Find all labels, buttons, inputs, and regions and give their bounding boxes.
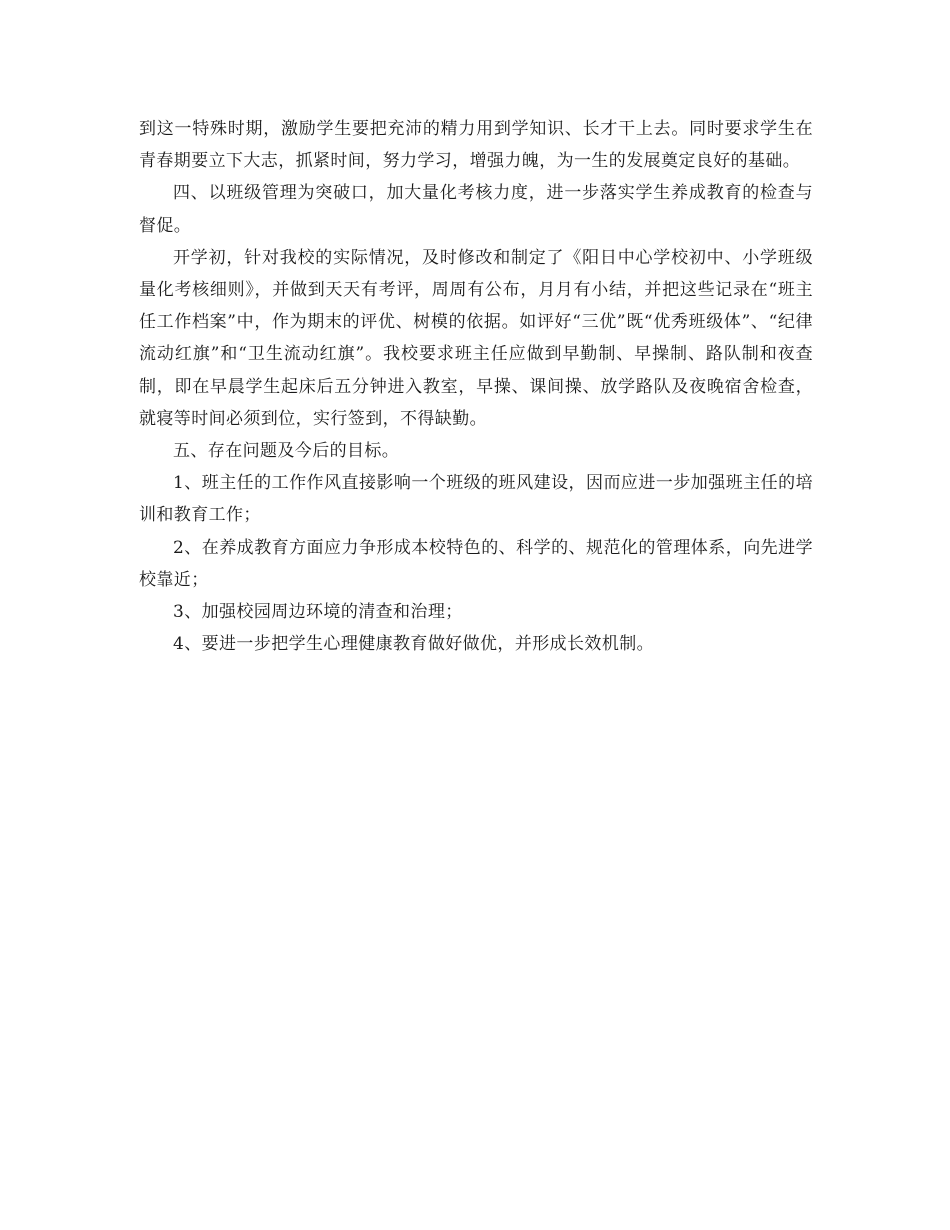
paragraph-item-3: 3、加强校园周边环境的清查和治理；	[173, 602, 463, 623]
paragraph-section-four-body: 开学初，针对我校的实际情况，及时修改和制定了《阳日中心学校初中、小学班级量化考核细则》，并做到天天有考评，周周有公布，月月有小结，并把这些记录在“班主任工作档案”中，作为期末的评优、树模的依据。如评好“三优”既“优秀班级体”、“纪律流动红旗”和“卫生流动红旗”。我校要求班主任应做到早勤制、早操制、路队制和夜查制，即在早晨学生起床后五分钟进入教室，早操、课间操、放学路队及夜晚宿舍检查，就寝等时间必须到位，实行签到，不得缺勤。	[139, 247, 813, 429]
paragraph-section-five-heading: 五、存在问题及今后的目标。	[173, 441, 400, 462]
paragraph-item-2: 2、在养成教育方面应力争形成本校特色的、科学的、规范化的管理体系，向先进学校靠近；	[139, 537, 813, 590]
document-body	[139, 113, 813, 660]
paragraph-item-1: 1、班主任的工作作风直接影响一个班级的班风建设，因而应进一步加强班主任的培训和教育工作；	[139, 473, 813, 526]
paragraph-item-4: 4、要进一步把学生心理健康教育做好做优，并形成长效机制。	[173, 634, 655, 655]
paragraph-continuation: 到这一特殊时期，激励学生要把充沛的精力用到学知识、长才干上去。同时要求学生在青春期要立下大志，抓紧时间，努力学习，增强力魄，为一生的发展奠定良好的基础。	[139, 119, 813, 172]
paragraph-section-four-heading: 四、以班级管理为突破口，加大量化考核力度，进一步落实学生养成教育的检查与督促。	[139, 183, 813, 236]
